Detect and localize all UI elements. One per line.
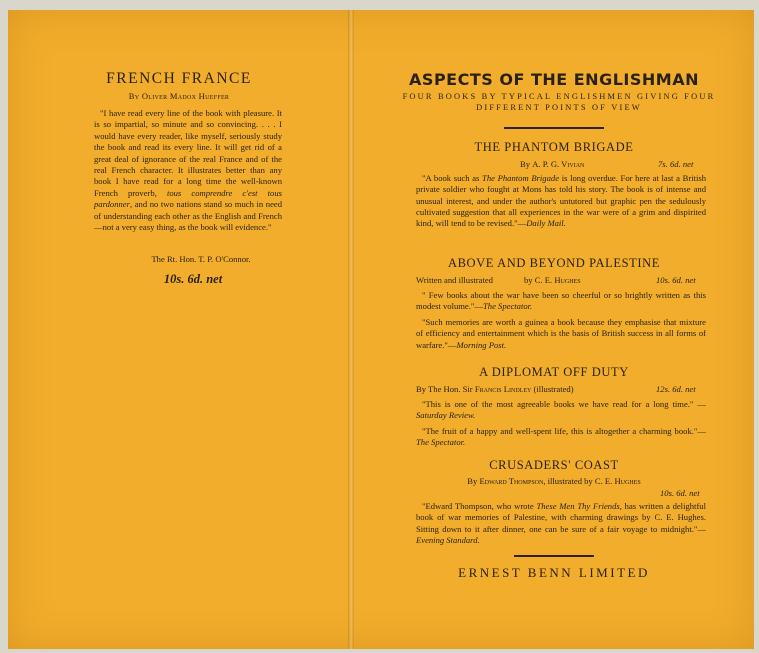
right-panel xyxy=(354,10,754,649)
review-attribution: The Rt. Hon. T. P. O'Connor. xyxy=(151,254,251,264)
book-title-phantom-brigade: THE PHANTOM BRIGADE xyxy=(474,140,634,154)
byline-author: Edward Thompson xyxy=(479,476,544,486)
review-text: , has written a delightful book of war memories of Palestine, with charming drawings by C. E. Hughes. Sitting down to it after dinner, one can be sure of a fair voyage to midnight."— xyxy=(416,501,706,534)
book-byline xyxy=(520,159,584,169)
review-text: "The fruit of a happy and well-spent life, this is altogether a charming book."— xyxy=(422,426,706,436)
review-text: "I have read every line of the book with pleasure. It is so impartial, so minute and so convincing. . . . I would have every reader, like myself, seriously study the book and read its every line. It will get rid of a great deal of ignorance of the real France and of the real French character. It illustrates better than any book I have read for a long time the well-known French proverb, xyxy=(94,108,282,198)
book-byline xyxy=(416,384,574,394)
review-text: "Such memories are worth a guinea a book because they emphasise that mixture of efficiency and entertainment which is the basis of British success in all forms of warfare."— xyxy=(416,317,706,350)
byline-prefix: By xyxy=(467,476,478,486)
french-france-price: 10s. 6d. net xyxy=(163,272,223,286)
book-review xyxy=(416,399,706,422)
byline-prefix: Written and illustrated xyxy=(416,275,493,285)
book-review xyxy=(416,173,706,229)
french-france-review xyxy=(94,108,282,233)
series-title: ASPECTS OF THE ENGLISHMAN xyxy=(409,70,699,89)
book-byline-author xyxy=(524,275,581,285)
review-text: " Few books about the war have been so cheerful or so brightly written as this modest volume."— xyxy=(416,290,706,312)
publisher-rule xyxy=(514,555,594,557)
review-source: The Spectator. xyxy=(483,301,533,312)
book-review xyxy=(416,317,706,351)
author-name: Oliver Madox Hueffer xyxy=(141,91,230,101)
book-title-above-beyond-palestine: ABOVE AND BEYOND PALESTINE xyxy=(447,256,661,270)
book-price: 12s. 6d. net xyxy=(656,384,696,394)
french-france-title: FRENCH FRANCE xyxy=(106,70,252,87)
byline-illustrator: C. E. Hughes xyxy=(594,476,641,486)
review-book-title: These Men Thy Friends xyxy=(536,501,620,511)
title-rule xyxy=(504,127,604,129)
book-title-diplomat-off-duty: A DIPLOMAT OFF DUTY xyxy=(479,365,629,379)
series-subtitle: FOUR BOOKS BY TYPICAL ENGLISHMEN GIVING FOUR DIFFERENT POINTS OF VIEW xyxy=(402,92,716,112)
book-title-crusaders-coast: CRUSADERS' COAST xyxy=(489,458,619,472)
book-byline xyxy=(354,476,754,486)
byline-prefix: By The Hon. Sir xyxy=(416,384,473,394)
byline-suffix: (illustrated) xyxy=(533,384,574,394)
review-source: Saturday Review. xyxy=(416,410,476,421)
byline-by: by xyxy=(524,275,533,285)
review-source: Daily Mail. xyxy=(526,218,566,229)
publisher-name: ERNEST BENN LIMITED xyxy=(458,565,650,580)
byline-mid: , illustrated by xyxy=(543,476,593,486)
byline-prefix: By xyxy=(520,159,531,169)
book-review xyxy=(416,290,706,313)
review-source: Evening Standard. xyxy=(416,534,480,545)
byline-author: A. P. G. Vivian xyxy=(532,159,585,169)
author-prefix: By xyxy=(128,91,140,101)
book-price: 10s. 6d. net xyxy=(660,488,700,498)
review-source: Morning Post. xyxy=(456,339,507,350)
review-text: "This is one of the most agreeable books we have read for a long time." — xyxy=(422,399,706,409)
leaflet-sheet xyxy=(8,10,754,649)
book-price: 7s. 6d. net xyxy=(658,159,694,169)
book-byline xyxy=(416,275,493,285)
review-proverb: tous comprendre c'est tous pardonner xyxy=(94,187,282,210)
book-review xyxy=(416,501,706,546)
byline-author: Francis Lindley xyxy=(474,384,532,394)
byline-author: C. E. Hughes xyxy=(534,275,581,285)
book-review xyxy=(416,426,706,449)
review-text: "Edward Thompson, who wrote xyxy=(422,501,537,511)
review-book-title: The Phantom Brigade xyxy=(482,173,560,183)
review-text: "A book such as xyxy=(422,173,483,183)
review-source: The Spectator. xyxy=(416,437,466,448)
french-france-author xyxy=(8,91,350,101)
left-panel xyxy=(8,10,350,649)
review-text: is long overdue. For here at last a British private soldier who fought at Mons has told his story. The book is of intense and unusual interest, and under the author's untutored but graphic pen the sedulously cultivated suggestion that all experiences in the war were of a grim and dispirited kind, will tend to be revised."— xyxy=(416,173,707,229)
review-text: , and no two nations stand so much in need of understanding each other as the English and French—not a very easy thing, as the book will evidence." xyxy=(94,199,282,233)
book-price: 10s. 6d. net xyxy=(656,275,696,285)
